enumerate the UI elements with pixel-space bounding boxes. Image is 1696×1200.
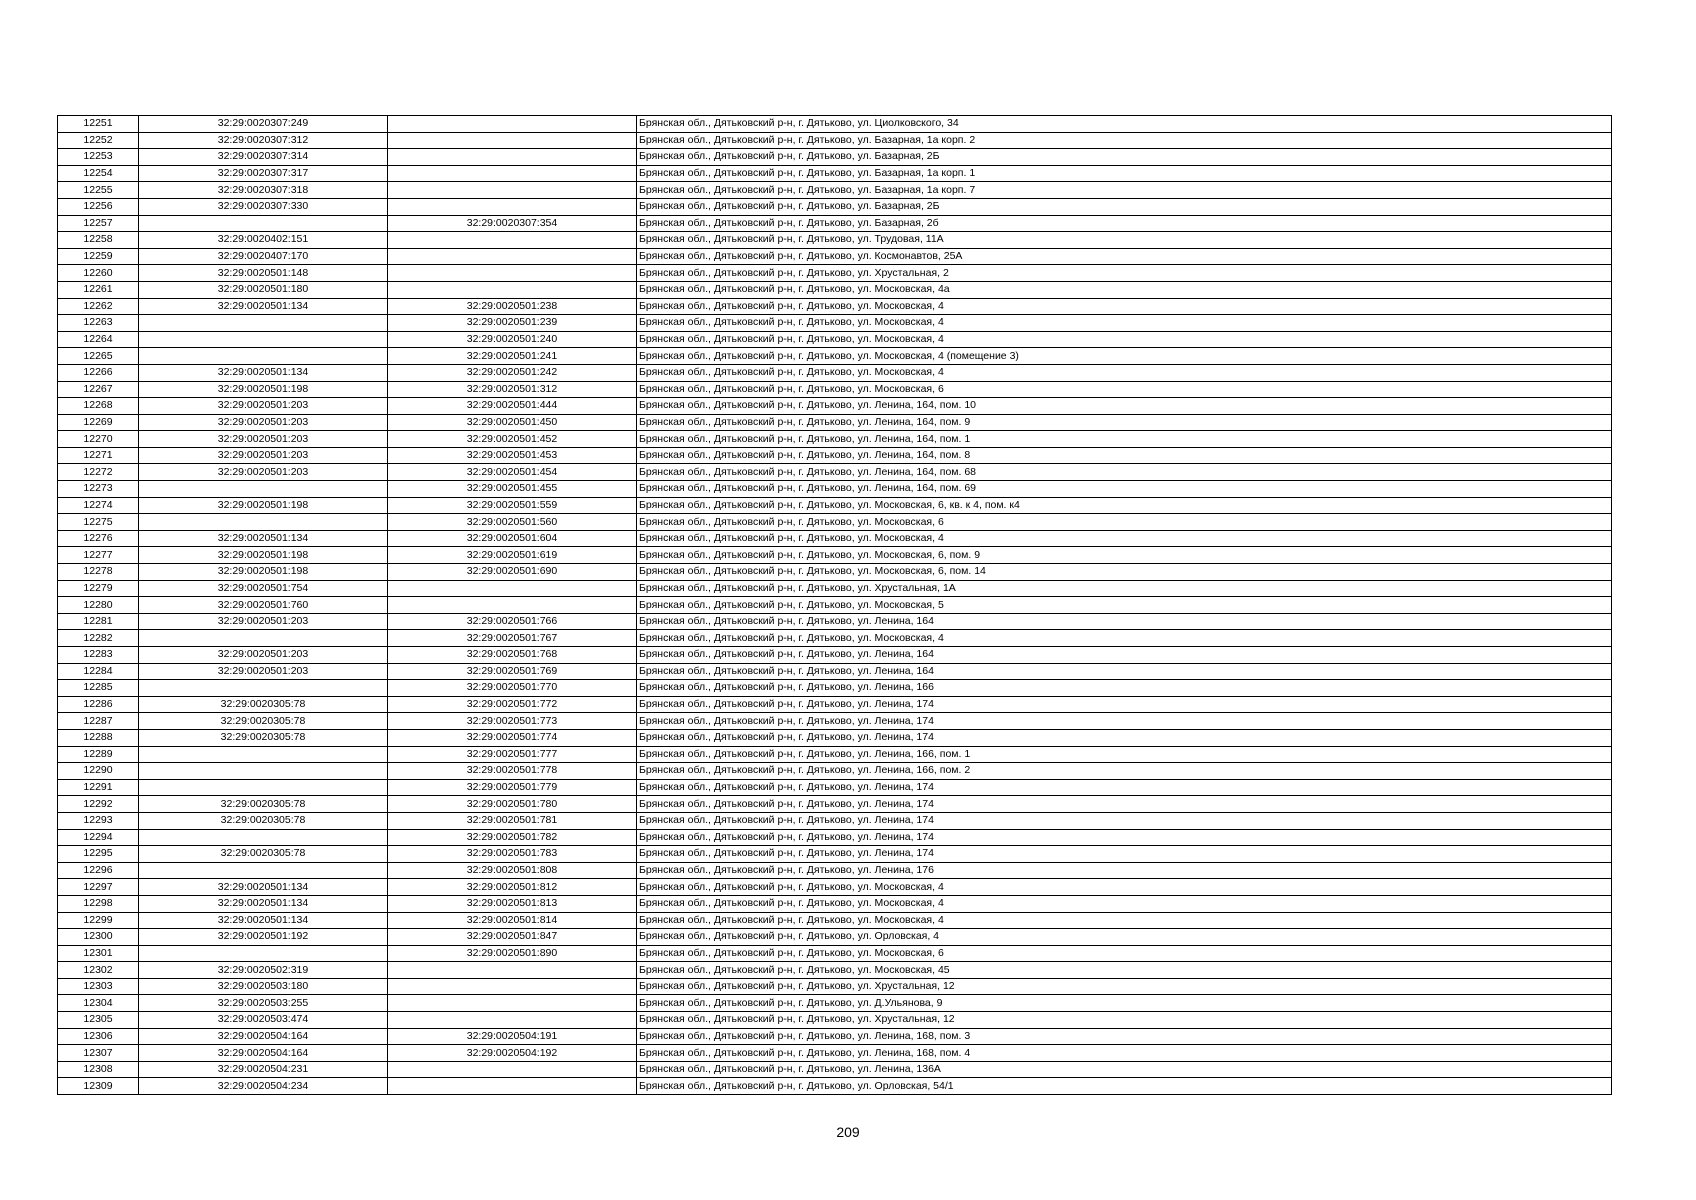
- row-number-cell: 12282: [58, 630, 139, 647]
- object-cadastral-number-cell: 32:29:0020307:354: [388, 215, 637, 232]
- table-row: [58, 315, 1612, 332]
- table-row: [58, 862, 1612, 879]
- table-row: [58, 149, 1612, 166]
- table-row: [58, 497, 1612, 514]
- cadastral-number-cell: 32:29:0020501:203: [139, 414, 388, 431]
- table-row: [58, 763, 1612, 780]
- cadastral-number-cell: 32:29:0020504:164: [139, 1045, 388, 1062]
- row-number-cell: 12298: [58, 895, 139, 912]
- address-cell: Брянская обл., Дятьковский р-н, г. Дятьково, ул. Ленина, 174: [637, 713, 1612, 730]
- address-cell: Брянская обл., Дятьковский р-н, г. Дятьково, ул. Московская, 6: [637, 514, 1612, 531]
- address-cell: Брянская обл., Дятьковский р-н, г. Дятьково, ул. Ленина, 164, пом. 68: [637, 464, 1612, 481]
- object-cadastral-number-cell: 32:29:0020501:242: [388, 364, 637, 381]
- cadastral-number-cell: 32:29:0020504:234: [139, 1078, 388, 1095]
- cadastral-number-cell: [139, 862, 388, 879]
- object-cadastral-number-cell: 32:29:0020501:808: [388, 862, 637, 879]
- object-cadastral-number-cell: 32:29:0020501:690: [388, 564, 637, 581]
- object-cadastral-number-cell: 32:29:0020501:812: [388, 879, 637, 896]
- cadastral-number-cell: [139, 514, 388, 531]
- object-cadastral-number-cell: 32:29:0020501:772: [388, 696, 637, 713]
- cadastral-number-cell: 32:29:0020503:255: [139, 995, 388, 1012]
- address-cell: Брянская обл., Дятьковский р-н, г. Дятьково, ул. Московская, 5: [637, 597, 1612, 614]
- address-cell: Брянская обл., Дятьковский р-н, г. Дятьково, ул. Ленина, 136А: [637, 1061, 1612, 1078]
- row-number-cell: 12277: [58, 547, 139, 564]
- object-cadastral-number-cell: 32:29:0020504:192: [388, 1045, 637, 1062]
- address-cell: Брянская обл., Дятьковский р-н, г. Дятьково, ул. Ленина, 164: [637, 663, 1612, 680]
- address-cell: Брянская обл., Дятьковский р-н, г. Дятьково, ул. Московская, 4: [637, 879, 1612, 896]
- table-row: [58, 1078, 1612, 1095]
- object-cadastral-number-cell: [388, 281, 637, 298]
- table-row: [58, 132, 1612, 149]
- cadastral-number-cell: 32:29:0020503:474: [139, 1012, 388, 1029]
- address-cell: Брянская обл., Дятьковский р-н, г. Дятьково, ул. Московская, 45: [637, 962, 1612, 979]
- address-cell: Брянская обл., Дятьковский р-н, г. Дятьково, ул. Космонавтов, 25А: [637, 248, 1612, 265]
- object-cadastral-number-cell: 32:29:0020501:452: [388, 431, 637, 448]
- table-row: [58, 481, 1612, 498]
- table-row: [58, 248, 1612, 265]
- address-cell: Брянская обл., Дятьковский р-н, г. Дятьково, ул. Ленина, 174: [637, 779, 1612, 796]
- row-number-cell: 12297: [58, 879, 139, 896]
- table-row: [58, 680, 1612, 697]
- address-cell: Брянская обл., Дятьковский р-н, г. Дятьково, ул. Московская, 4 (помещение 3): [637, 348, 1612, 365]
- object-cadastral-number-cell: 32:29:0020501:312: [388, 381, 637, 398]
- row-number-cell: 12273: [58, 481, 139, 498]
- object-cadastral-number-cell: 32:29:0020501:774: [388, 729, 637, 746]
- address-cell: Брянская обл., Дятьковский р-н, г. Дятьково, ул. Циолковского, 34: [637, 116, 1612, 133]
- table-row: [58, 1012, 1612, 1029]
- object-cadastral-number-cell: [388, 182, 637, 199]
- table-row: [58, 198, 1612, 215]
- object-cadastral-number-cell: 32:29:0020501:619: [388, 547, 637, 564]
- cadastral-number-cell: 32:29:0020305:78: [139, 713, 388, 730]
- table-row: [58, 647, 1612, 664]
- table-row: [58, 613, 1612, 630]
- cadastral-number-cell: 32:29:0020402:151: [139, 232, 388, 249]
- row-number-cell: 12295: [58, 846, 139, 863]
- row-number-cell: 12267: [58, 381, 139, 398]
- table-row: [58, 281, 1612, 298]
- row-number-cell: 12283: [58, 647, 139, 664]
- cadastral-number-cell: 32:29:0020501:134: [139, 912, 388, 929]
- row-number-cell: 12296: [58, 862, 139, 879]
- row-number-cell: 12272: [58, 464, 139, 481]
- row-number-cell: 12276: [58, 530, 139, 547]
- table-row: [58, 564, 1612, 581]
- cadastral-number-cell: 32:29:0020501:192: [139, 929, 388, 946]
- object-cadastral-number-cell: 32:29:0020501:780: [388, 796, 637, 813]
- object-cadastral-number-cell: [388, 149, 637, 166]
- row-number-cell: 12281: [58, 613, 139, 630]
- table-row: [58, 796, 1612, 813]
- row-number-cell: 12259: [58, 248, 139, 265]
- row-number-cell: 12274: [58, 497, 139, 514]
- address-cell: Брянская обл., Дятьковский р-н, г. Дятьково, ул. Ленина, 164, пом. 8: [637, 447, 1612, 464]
- address-cell: Брянская обл., Дятьковский р-н, г. Дятьково, ул. Ленина, 164, пом. 9: [637, 414, 1612, 431]
- address-cell: Брянская обл., Дятьковский р-н, г. Дятьково, ул. Базарная, 2Б: [637, 198, 1612, 215]
- table-row: [58, 912, 1612, 929]
- table-row: [58, 116, 1612, 133]
- row-number-cell: 12308: [58, 1061, 139, 1078]
- address-cell: Брянская обл., Дятьковский р-н, г. Дятьково, ул. Базарная, 1а корп. 7: [637, 182, 1612, 199]
- address-cell: Брянская обл., Дятьковский р-н, г. Дятьково, ул. Ленина, 166, пом. 1: [637, 746, 1612, 763]
- cadastral-number-cell: 32:29:0020501:203: [139, 464, 388, 481]
- object-cadastral-number-cell: 32:29:0020501:770: [388, 680, 637, 697]
- address-cell: Брянская обл., Дятьковский р-н, г. Дятьково, ул. Базарная, 1а корп. 1: [637, 165, 1612, 182]
- object-cadastral-number-cell: 32:29:0020501:778: [388, 763, 637, 780]
- table-row: [58, 215, 1612, 232]
- address-cell: Брянская обл., Дятьковский р-н, г. Дятьково, ул. Ленина, 166, пом. 2: [637, 763, 1612, 780]
- address-cell: Брянская обл., Дятьковский р-н, г. Дятьково, ул. Д.Ульянова, 9: [637, 995, 1612, 1012]
- object-cadastral-number-cell: 32:29:0020501:890: [388, 945, 637, 962]
- address-cell: Брянская обл., Дятьковский р-н, г. Дятьково, ул. Московская, 4: [637, 630, 1612, 647]
- row-number-cell: 12260: [58, 265, 139, 282]
- object-cadastral-number-cell: 32:29:0020501:455: [388, 481, 637, 498]
- cadastral-number-cell: 32:29:0020501:203: [139, 647, 388, 664]
- table-row: [58, 597, 1612, 614]
- cadastral-number-cell: 32:29:0020501:134: [139, 530, 388, 547]
- cadastral-number-cell: 32:29:0020501:134: [139, 364, 388, 381]
- object-cadastral-number-cell: [388, 978, 637, 995]
- table-row: [58, 580, 1612, 597]
- object-cadastral-number-cell: 32:29:0020501:444: [388, 398, 637, 415]
- cadastral-number-cell: 32:29:0020305:78: [139, 846, 388, 863]
- object-cadastral-number-cell: 32:29:0020504:191: [388, 1028, 637, 1045]
- object-cadastral-number-cell: 32:29:0020501:773: [388, 713, 637, 730]
- cadastral-number-cell: 32:29:0020501:134: [139, 895, 388, 912]
- cadastral-number-cell: 32:29:0020502:319: [139, 962, 388, 979]
- table-row: [58, 696, 1612, 713]
- row-number-cell: 12261: [58, 281, 139, 298]
- row-number-cell: 12306: [58, 1028, 139, 1045]
- cadastral-number-cell: [139, 481, 388, 498]
- address-cell: Брянская обл., Дятьковский р-н, г. Дятьково, ул. Московская, 4: [637, 331, 1612, 348]
- cadastral-number-cell: [139, 630, 388, 647]
- address-cell: Брянская обл., Дятьковский р-н, г. Дятьково, ул. Московская, 4: [637, 298, 1612, 315]
- object-cadastral-number-cell: [388, 248, 637, 265]
- cadastral-number-cell: 32:29:0020501:203: [139, 447, 388, 464]
- cadastral-number-cell: 32:29:0020501:134: [139, 298, 388, 315]
- cadastral-number-cell: [139, 829, 388, 846]
- cadastral-number-cell: 32:29:0020503:180: [139, 978, 388, 995]
- cadastral-number-cell: 32:29:0020307:317: [139, 165, 388, 182]
- table-row: [58, 729, 1612, 746]
- address-cell: Брянская обл., Дятьковский р-н, г. Дятьково, ул. Ленина, 174: [637, 829, 1612, 846]
- object-cadastral-number-cell: 32:29:0020501:559: [388, 497, 637, 514]
- cadastral-number-cell: 32:29:0020501:198: [139, 497, 388, 514]
- address-cell: Брянская обл., Дятьковский р-н, г. Дятьково, ул. Хрустальная, 2: [637, 265, 1612, 282]
- object-cadastral-number-cell: 32:29:0020501:454: [388, 464, 637, 481]
- cadastral-number-cell: [139, 680, 388, 697]
- object-cadastral-number-cell: 32:29:0020501:239: [388, 315, 637, 332]
- row-number-cell: 12299: [58, 912, 139, 929]
- cadastral-number-cell: 32:29:0020501:180: [139, 281, 388, 298]
- row-number-cell: 12254: [58, 165, 139, 182]
- cadastral-number-cell: 32:29:0020501:203: [139, 663, 388, 680]
- table-row: [58, 414, 1612, 431]
- table-row: [58, 464, 1612, 481]
- row-number-cell: 12258: [58, 232, 139, 249]
- row-number-cell: 12284: [58, 663, 139, 680]
- object-cadastral-number-cell: [388, 265, 637, 282]
- cadastral-number-cell: [139, 945, 388, 962]
- object-cadastral-number-cell: 32:29:0020501:781: [388, 812, 637, 829]
- object-cadastral-number-cell: [388, 962, 637, 979]
- address-cell: Брянская обл., Дятьковский р-н, г. Дятьково, ул. Базарная, 2б: [637, 215, 1612, 232]
- object-cadastral-number-cell: 32:29:0020501:241: [388, 348, 637, 365]
- address-cell: Брянская обл., Дятьковский р-н, г. Дятьково, ул. Московская, 6, пом. 9: [637, 547, 1612, 564]
- cadastral-number-cell: 32:29:0020305:78: [139, 729, 388, 746]
- row-number-cell: 12300: [58, 929, 139, 946]
- address-cell: Брянская обл., Дятьковский р-н, г. Дятьково, ул. Московская, 4: [637, 895, 1612, 912]
- address-cell: Брянская обл., Дятьковский р-н, г. Дятьково, ул. Базарная, 1а корп. 2: [637, 132, 1612, 149]
- address-cell: Брянская обл., Дятьковский р-н, г. Дятьково, ул. Орловская, 54/1: [637, 1078, 1612, 1095]
- object-cadastral-number-cell: 32:29:0020501:769: [388, 663, 637, 680]
- row-number-cell: 12251: [58, 116, 139, 133]
- row-number-cell: 12309: [58, 1078, 139, 1095]
- table-row: [58, 829, 1612, 846]
- address-cell: Брянская обл., Дятьковский р-н, г. Дятьково, ул. Ленина, 164, пом. 1: [637, 431, 1612, 448]
- table-row: [58, 547, 1612, 564]
- row-number-cell: 12264: [58, 331, 139, 348]
- table-row: [58, 895, 1612, 912]
- table-row: [58, 663, 1612, 680]
- cadastral-number-cell: 32:29:0020501:203: [139, 398, 388, 415]
- row-number-cell: 12269: [58, 414, 139, 431]
- row-number-cell: 12291: [58, 779, 139, 796]
- address-cell: Брянская обл., Дятьковский р-н, г. Дятьково, ул. Московская, 4: [637, 315, 1612, 332]
- row-number-cell: 12262: [58, 298, 139, 315]
- row-number-cell: 12255: [58, 182, 139, 199]
- row-number-cell: 12289: [58, 746, 139, 763]
- address-cell: Брянская обл., Дятьковский р-н, г. Дятьково, ул. Московская, 4: [637, 530, 1612, 547]
- row-number-cell: 12265: [58, 348, 139, 365]
- object-cadastral-number-cell: 32:29:0020501:768: [388, 647, 637, 664]
- cadastral-number-cell: [139, 331, 388, 348]
- object-cadastral-number-cell: 32:29:0020501:767: [388, 630, 637, 647]
- address-cell: Брянская обл., Дятьковский р-н, г. Дятьково, ул. Московская, 4а: [637, 281, 1612, 298]
- object-cadastral-number-cell: 32:29:0020501:240: [388, 331, 637, 348]
- object-cadastral-number-cell: [388, 165, 637, 182]
- table-row: [58, 381, 1612, 398]
- row-number-cell: 12286: [58, 696, 139, 713]
- row-number-cell: 12293: [58, 812, 139, 829]
- cadastral-number-cell: 32:29:0020305:78: [139, 812, 388, 829]
- cadastral-number-cell: [139, 348, 388, 365]
- address-cell: Брянская обл., Дятьковский р-н, г. Дятьково, ул. Ленина, 176: [637, 862, 1612, 879]
- table-row: [58, 182, 1612, 199]
- row-number-cell: 12266: [58, 364, 139, 381]
- row-number-cell: 12304: [58, 995, 139, 1012]
- address-cell: Брянская обл., Дятьковский р-н, г. Дятьково, ул. Ленина, 174: [637, 812, 1612, 829]
- object-cadastral-number-cell: 32:29:0020501:847: [388, 929, 637, 946]
- row-number-cell: 12252: [58, 132, 139, 149]
- table-row: [58, 298, 1612, 315]
- address-cell: Брянская обл., Дятьковский р-н, г. Дятьково, ул. Хрустальная, 12: [637, 978, 1612, 995]
- table-row: [58, 514, 1612, 531]
- table-row: [58, 746, 1612, 763]
- cadastral-number-cell: 32:29:0020501:203: [139, 431, 388, 448]
- table-row: [58, 1028, 1612, 1045]
- row-number-cell: 12271: [58, 447, 139, 464]
- row-number-cell: 12253: [58, 149, 139, 166]
- table-row: [58, 431, 1612, 448]
- address-cell: Брянская обл., Дятьковский р-н, г. Дятьково, ул. Трудовая, 11А: [637, 232, 1612, 249]
- table-row: [58, 447, 1612, 464]
- address-cell: Брянская обл., Дятьковский р-н, г. Дятьково, ул. Базарная, 2Б: [637, 149, 1612, 166]
- address-cell: Брянская обл., Дятьковский р-н, г. Дятьково, ул. Ленина, 164, пом. 69: [637, 481, 1612, 498]
- cadastral-number-cell: 32:29:0020501:198: [139, 564, 388, 581]
- address-cell: Брянская обл., Дятьковский р-н, г. Дятьково, ул. Ленина, 174: [637, 846, 1612, 863]
- table-row: [58, 1045, 1612, 1062]
- table-row: [58, 630, 1612, 647]
- cadastral-number-cell: 32:29:0020307:249: [139, 116, 388, 133]
- object-cadastral-number-cell: [388, 1012, 637, 1029]
- address-cell: Брянская обл., Дятьковский р-н, г. Дятьково, ул. Московская, 6, кв. к 4, пом. к4: [637, 497, 1612, 514]
- row-number-cell: 12263: [58, 315, 139, 332]
- cadastral-number-cell: [139, 779, 388, 796]
- address-cell: Брянская обл., Дятьковский р-н, г. Дятьково, ул. Московская, 6: [637, 945, 1612, 962]
- cadastral-number-cell: [139, 746, 388, 763]
- address-cell: Брянская обл., Дятьковский р-н, г. Дятьково, ул. Хрустальная, 12: [637, 1012, 1612, 1029]
- cadastral-number-cell: 32:29:0020305:78: [139, 696, 388, 713]
- table-row: [58, 978, 1612, 995]
- address-cell: Брянская обл., Дятьковский р-н, г. Дятьково, ул. Ленина, 164: [637, 613, 1612, 630]
- row-number-cell: 12285: [58, 680, 139, 697]
- object-cadastral-number-cell: 32:29:0020501:779: [388, 779, 637, 796]
- row-number-cell: 12270: [58, 431, 139, 448]
- cadastral-number-cell: 32:29:0020407:170: [139, 248, 388, 265]
- table-row: [58, 846, 1612, 863]
- table-row: [58, 165, 1612, 182]
- object-cadastral-number-cell: [388, 580, 637, 597]
- address-cell: Брянская обл., Дятьковский р-н, г. Дятьково, ул. Орловская, 4: [637, 929, 1612, 946]
- cadastral-number-cell: 32:29:0020501:148: [139, 265, 388, 282]
- cadastral-number-cell: 32:29:0020504:231: [139, 1061, 388, 1078]
- object-cadastral-number-cell: 32:29:0020501:604: [388, 530, 637, 547]
- table-row: [58, 812, 1612, 829]
- table-row: [58, 398, 1612, 415]
- table-row: [58, 530, 1612, 547]
- cadastral-number-cell: [139, 763, 388, 780]
- table-row: [58, 232, 1612, 249]
- table-row: [58, 265, 1612, 282]
- cadastral-number-cell: [139, 315, 388, 332]
- row-number-cell: 12302: [58, 962, 139, 979]
- object-cadastral-number-cell: 32:29:0020501:777: [388, 746, 637, 763]
- address-cell: Брянская обл., Дятьковский р-н, г. Дятьково, ул. Хрустальная, 1А: [637, 580, 1612, 597]
- row-number-cell: 12303: [58, 978, 139, 995]
- object-cadastral-number-cell: [388, 232, 637, 249]
- object-cadastral-number-cell: 32:29:0020501:813: [388, 895, 637, 912]
- object-cadastral-number-cell: 32:29:0020501:453: [388, 447, 637, 464]
- cadastral-number-cell: 32:29:0020305:78: [139, 796, 388, 813]
- table-row: [58, 713, 1612, 730]
- cadastral-number-cell: 32:29:0020504:164: [139, 1028, 388, 1045]
- object-cadastral-number-cell: [388, 132, 637, 149]
- object-cadastral-number-cell: [388, 995, 637, 1012]
- table-row: [58, 348, 1612, 365]
- address-cell: Брянская обл., Дятьковский р-н, г. Дятьково, ул. Московская, 4: [637, 364, 1612, 381]
- address-cell: Брянская обл., Дятьковский р-н, г. Дятьково, ул. Московская, 6: [637, 381, 1612, 398]
- object-cadastral-number-cell: [388, 597, 637, 614]
- address-cell: Брянская обл., Дятьковский р-н, г. Дятьково, ул. Ленина, 168, пом. 3: [637, 1028, 1612, 1045]
- cadastral-number-cell: 32:29:0020501:198: [139, 381, 388, 398]
- object-cadastral-number-cell: [388, 198, 637, 215]
- table-row: [58, 364, 1612, 381]
- table-row: [58, 879, 1612, 896]
- row-number-cell: 12268: [58, 398, 139, 415]
- object-cadastral-number-cell: 32:29:0020501:450: [388, 414, 637, 431]
- address-cell: Брянская обл., Дятьковский р-н, г. Дятьково, ул. Ленина, 174: [637, 696, 1612, 713]
- object-cadastral-number-cell: [388, 1061, 637, 1078]
- row-number-cell: 12278: [58, 564, 139, 581]
- table-row: [58, 331, 1612, 348]
- cadastral-number-cell: 32:29:0020307:312: [139, 132, 388, 149]
- object-cadastral-number-cell: 32:29:0020501:766: [388, 613, 637, 630]
- address-cell: Брянская обл., Дятьковский р-н, г. Дятьково, ул. Ленина, 164: [637, 647, 1612, 664]
- row-number-cell: 12301: [58, 945, 139, 962]
- row-number-cell: 12288: [58, 729, 139, 746]
- table-row: [58, 995, 1612, 1012]
- cadastral-number-cell: [139, 215, 388, 232]
- table-row: [58, 945, 1612, 962]
- registry-table-body: [58, 116, 1612, 1095]
- row-number-cell: 12275: [58, 514, 139, 531]
- address-cell: Брянская обл., Дятьковский р-н, г. Дятьково, ул. Московская, 6, пом. 14: [637, 564, 1612, 581]
- cadastral-number-cell: 32:29:0020307:314: [139, 149, 388, 166]
- object-cadastral-number-cell: [388, 116, 637, 133]
- address-cell: Брянская обл., Дятьковский р-н, г. Дятьково, ул. Ленина, 164, пом. 10: [637, 398, 1612, 415]
- address-cell: Брянская обл., Дятьковский р-н, г. Дятьково, ул. Ленина, 174: [637, 796, 1612, 813]
- cadastral-number-cell: 32:29:0020501:754: [139, 580, 388, 597]
- page-number: 209: [836, 1124, 860, 1140]
- row-number-cell: 12257: [58, 215, 139, 232]
- row-number-cell: 12280: [58, 597, 139, 614]
- row-number-cell: 12287: [58, 713, 139, 730]
- cadastral-number-cell: 32:29:0020501:760: [139, 597, 388, 614]
- address-cell: Брянская обл., Дятьковский р-н, г. Дятьково, ул. Ленина, 166: [637, 680, 1612, 697]
- row-number-cell: 12279: [58, 580, 139, 597]
- row-number-cell: 12290: [58, 763, 139, 780]
- object-cadastral-number-cell: 32:29:0020501:238: [388, 298, 637, 315]
- address-cell: Брянская обл., Дятьковский р-н, г. Дятьково, ул. Ленина, 168, пом. 4: [637, 1045, 1612, 1062]
- row-number-cell: 12307: [58, 1045, 139, 1062]
- cadastral-number-cell: 32:29:0020501:203: [139, 613, 388, 630]
- row-number-cell: 12292: [58, 796, 139, 813]
- object-cadastral-number-cell: 32:29:0020501:814: [388, 912, 637, 929]
- table-row: [58, 1061, 1612, 1078]
- cadastral-number-cell: 32:29:0020501:134: [139, 879, 388, 896]
- cadastral-number-cell: 32:29:0020307:330: [139, 198, 388, 215]
- row-number-cell: 12294: [58, 829, 139, 846]
- object-cadastral-number-cell: [388, 1078, 637, 1095]
- object-cadastral-number-cell: 32:29:0020501:783: [388, 846, 637, 863]
- table-row: [58, 779, 1612, 796]
- row-number-cell: 12256: [58, 198, 139, 215]
- object-cadastral-number-cell: 32:29:0020501:782: [388, 829, 637, 846]
- cadastral-number-cell: 32:29:0020307:318: [139, 182, 388, 199]
- table-row: [58, 962, 1612, 979]
- table-row: [58, 929, 1612, 946]
- cadastral-number-cell: 32:29:0020501:198: [139, 547, 388, 564]
- row-number-cell: 12305: [58, 1012, 139, 1029]
- address-cell: Брянская обл., Дятьковский р-н, г. Дятьково, ул. Ленина, 174: [637, 729, 1612, 746]
- registry-table: [57, 115, 1612, 1095]
- address-cell: Брянская обл., Дятьковский р-н, г. Дятьково, ул. Московская, 4: [637, 912, 1612, 929]
- object-cadastral-number-cell: 32:29:0020501:560: [388, 514, 637, 531]
